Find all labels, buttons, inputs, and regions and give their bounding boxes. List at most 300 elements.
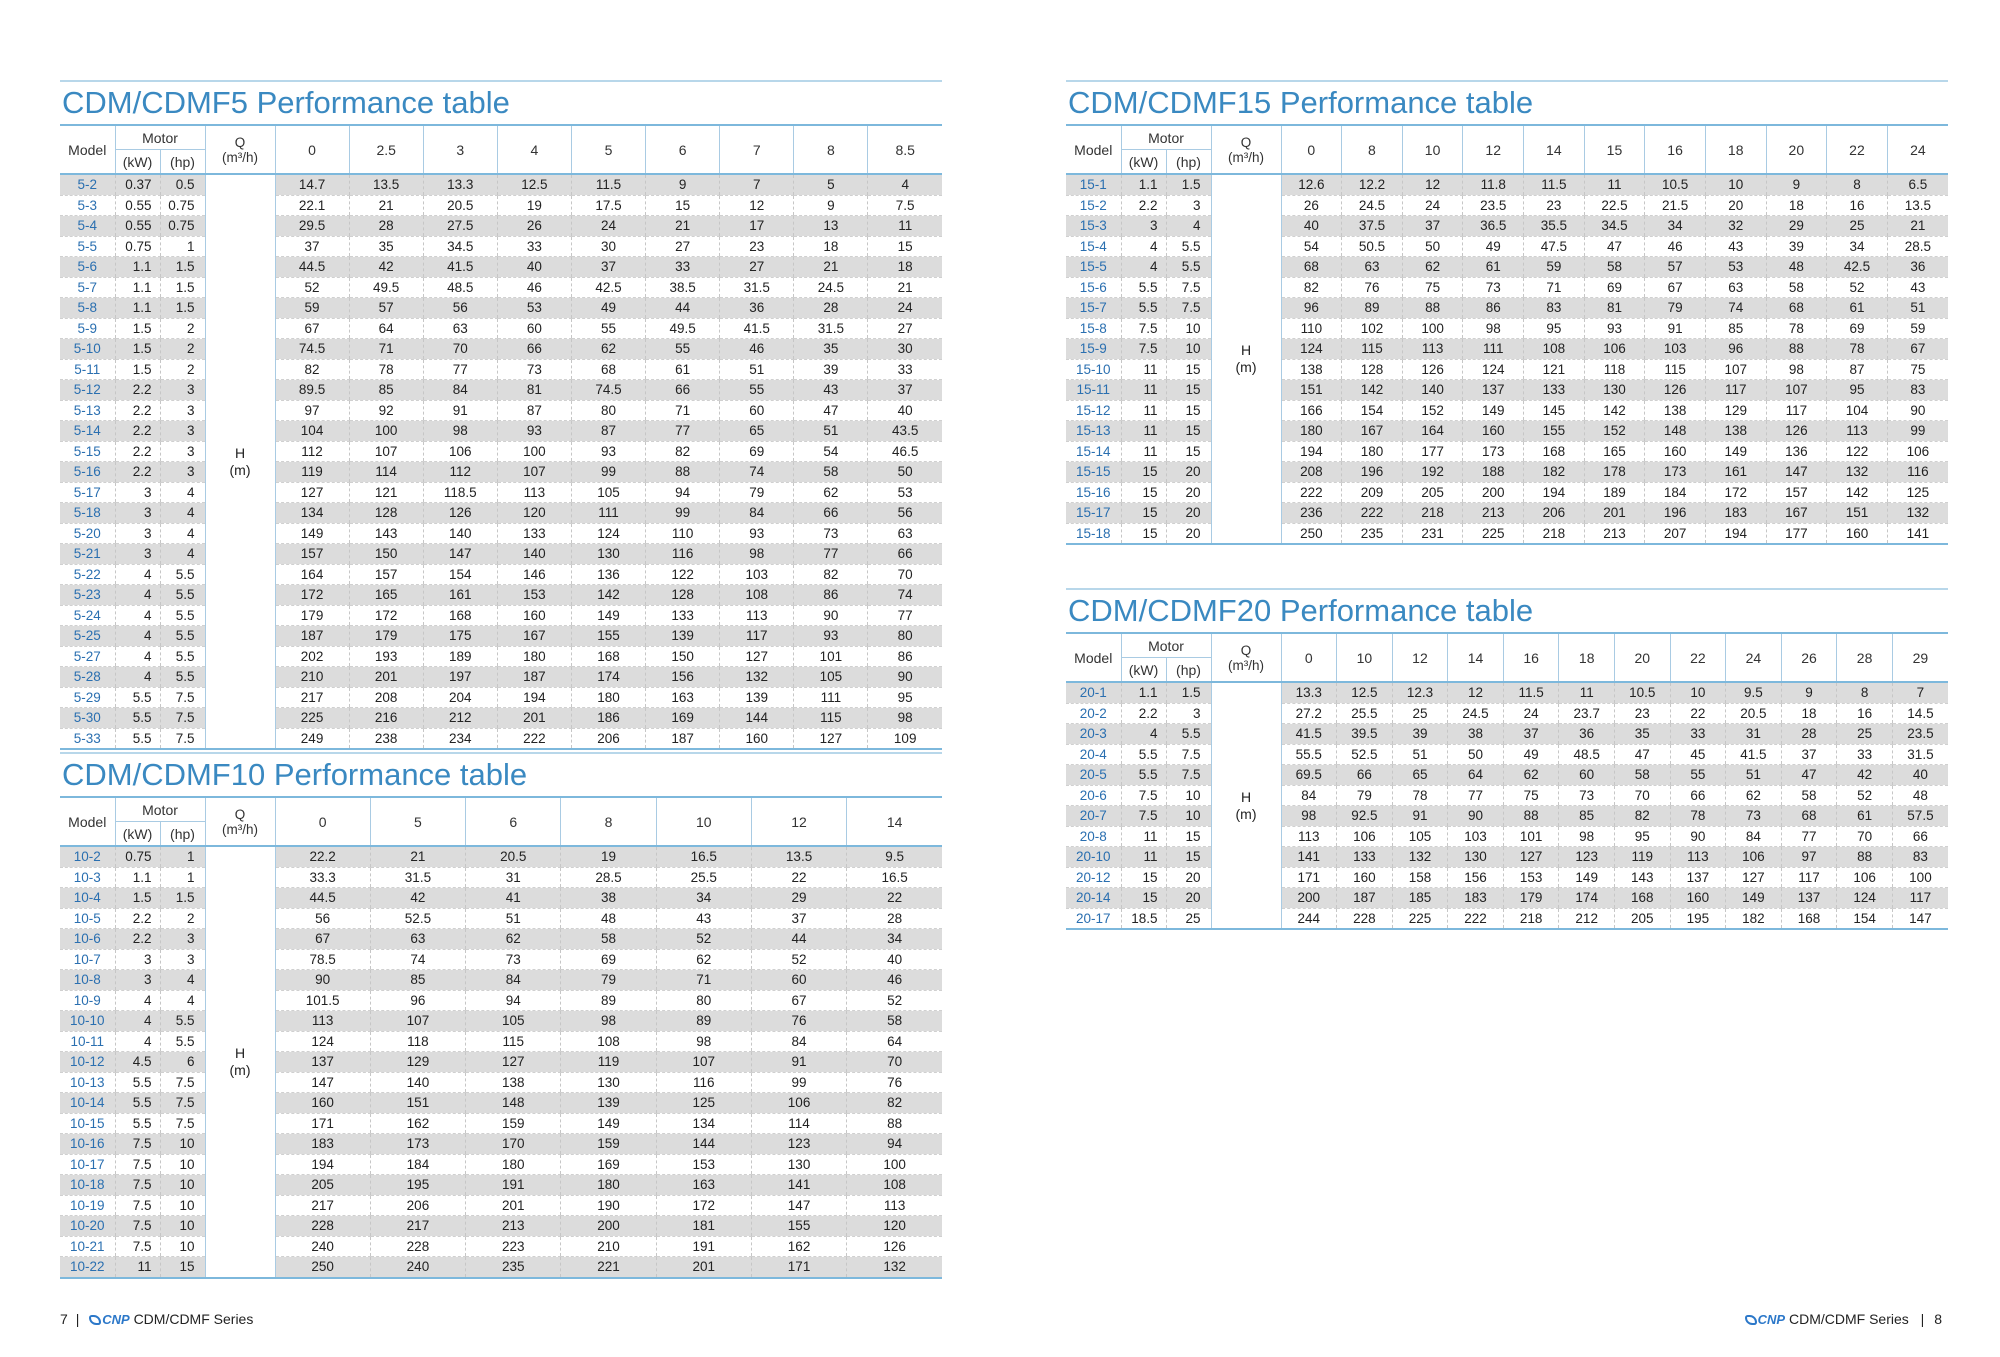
head-value-cell: 120	[497, 503, 571, 524]
head-value-cell: 153	[1503, 867, 1559, 888]
head-value-cell: 84	[751, 1031, 846, 1052]
head-value-cell: 89	[656, 1011, 751, 1032]
head-value-cell: 113	[1827, 421, 1888, 442]
motor-hp-cell: 3	[160, 929, 205, 950]
head-value-cell: 24.5	[1448, 703, 1504, 724]
flow-unit: (m³/h)	[222, 149, 259, 165]
table-row	[1066, 257, 1948, 278]
head-value-cell: 100	[847, 1154, 942, 1175]
head-value-cell: 100	[1892, 867, 1948, 888]
head-value-cell: 9	[646, 174, 720, 195]
head-value-cell: 240	[275, 1236, 370, 1257]
head-value-cell: 187	[1337, 888, 1393, 909]
head-value-cell: 16.5	[656, 846, 751, 867]
head-value-cell: 200	[561, 1216, 656, 1237]
motor-hp-cell: 4	[160, 544, 205, 565]
head-value-cell: 152	[1402, 400, 1463, 421]
head-value-cell: 18	[868, 257, 942, 278]
head-value-cell: 11	[1559, 682, 1615, 703]
head-value-cell: 71	[656, 970, 751, 991]
head-value-cell: 77	[794, 544, 868, 565]
table-row	[1066, 765, 1948, 786]
head-value-cell: 153	[656, 1154, 751, 1175]
head-value-cell: 74	[370, 949, 465, 970]
head-value-cell: 244	[1281, 908, 1337, 929]
head-value-cell: 49	[1463, 236, 1524, 257]
motor-kw-cell: 3	[115, 503, 160, 524]
table-row	[1066, 826, 1948, 847]
column-header-flow-value: 26	[1781, 633, 1837, 682]
column-header-flow-value: 0	[1281, 633, 1337, 682]
head-symbol: H	[234, 444, 246, 461]
head-value-cell: 79	[1645, 298, 1706, 319]
motor-kw-cell: 1.1	[115, 298, 160, 319]
head-value-cell: 167	[1766, 503, 1827, 524]
head-value-cell: 126	[1766, 421, 1827, 442]
head-value-cell: 16	[1827, 195, 1888, 216]
table-row	[60, 564, 942, 585]
head-value-cell: 42.5	[571, 277, 645, 298]
head-value-cell: 231	[1402, 523, 1463, 544]
motor-kw-cell: 4	[115, 1031, 160, 1052]
head-value-cell: 180	[1281, 421, 1342, 442]
column-header-flow-value: 8	[794, 125, 868, 174]
motor-hp-cell: 15	[1166, 441, 1211, 462]
head-value-cell: 160	[275, 1093, 370, 1114]
head-value-cell: 15	[646, 195, 720, 216]
head-value-cell: 128	[646, 585, 720, 606]
model-cell: 5-17	[60, 482, 115, 503]
motor-hp-cell: 10	[160, 1216, 205, 1237]
head-value-cell: 11.5	[1503, 682, 1559, 703]
head-value-cell: 51	[720, 359, 794, 380]
head-value-cell: 74.5	[275, 339, 349, 360]
head-value-cell: 173	[1463, 441, 1524, 462]
motor-kw-cell: 11	[1121, 400, 1166, 421]
head-value-cell: 49	[1503, 744, 1559, 765]
head-value-cell: 206	[370, 1195, 465, 1216]
head-value-cell: 88	[1503, 806, 1559, 827]
head-value-cell: 53	[1705, 257, 1766, 278]
head-value-cell: 82	[847, 1093, 942, 1114]
head-value-cell: 122	[1827, 441, 1888, 462]
head-value-cell: 102	[1342, 318, 1403, 339]
head-value-cell: 55	[646, 339, 720, 360]
head-value-cell: 27	[868, 318, 942, 339]
head-value-cell: 75	[1402, 277, 1463, 298]
column-header-flow-value: 14	[847, 797, 942, 846]
head-value-cell: 136	[571, 564, 645, 585]
head-value-cell: 250	[1281, 523, 1342, 544]
motor-kw-cell: 0.75	[115, 236, 160, 257]
head-value-cell: 68	[1781, 806, 1837, 827]
head-value-cell: 228	[275, 1216, 370, 1237]
head-value-cell: 74	[1705, 298, 1766, 319]
head-value-cell: 94	[847, 1134, 942, 1155]
head-value-cell: 39.5	[1337, 724, 1393, 745]
head-value-cell: 92	[349, 400, 423, 421]
table-row	[1066, 339, 1948, 360]
head-value-cell: 122	[646, 564, 720, 585]
head-value-cell: 54	[794, 441, 868, 462]
head-value-cell: 29	[1766, 216, 1827, 237]
head-value-cell: 44	[751, 929, 846, 950]
head-value-cell: 84	[1281, 785, 1337, 806]
head-value-cell: 41.5	[1281, 724, 1337, 745]
model-cell: 15-3	[1066, 216, 1121, 237]
head-value-cell: 37	[1503, 724, 1559, 745]
motor-hp-cell: 7.5	[160, 708, 205, 729]
head-value-cell: 55	[571, 318, 645, 339]
motor-hp-cell: 1.5	[1166, 174, 1211, 195]
flow-unit: (m³/h)	[1228, 149, 1265, 165]
head-value-cell: 43	[656, 908, 751, 929]
head-value-cell: 147	[275, 1072, 370, 1093]
head-value-cell: 63	[1705, 277, 1766, 298]
head-value-cell: 111	[794, 687, 868, 708]
table-title: CDM/CDMF10 Performance table	[60, 752, 942, 796]
head-value-cell: 10.5	[1645, 174, 1706, 195]
head-value-cell: 54	[1281, 236, 1342, 257]
model-cell: 5-15	[60, 441, 115, 462]
head-value-cell: 12	[720, 195, 794, 216]
head-value-cell: 128	[1342, 359, 1403, 380]
head-value-cell: 55	[1670, 765, 1726, 786]
table-cdm20-section	[1066, 588, 1948, 930]
motor-kw-cell: 11	[1121, 359, 1166, 380]
head-value-cell: 47	[1584, 236, 1645, 257]
head-value-cell: 48	[561, 908, 656, 929]
head-value-cell: 138	[1645, 400, 1706, 421]
head-value-cell: 101	[794, 646, 868, 667]
head-value-cell: 218	[1524, 523, 1585, 544]
motor-kw-cell: 7.5	[115, 1195, 160, 1216]
head-value-cell: 238	[349, 728, 423, 749]
head-value-cell: 21	[349, 195, 423, 216]
head-value-cell: 180	[466, 1154, 561, 1175]
head-value-cell: 71	[1524, 277, 1585, 298]
head-value-cell: 62	[1402, 257, 1463, 278]
model-cell: 20-12	[1066, 867, 1121, 888]
head-value-cell: 133	[1524, 380, 1585, 401]
head-value-cell: 66	[1670, 785, 1726, 806]
head-value-cell: 8	[1827, 174, 1888, 195]
motor-hp-cell: 5.5	[1166, 236, 1211, 257]
model-cell: 15-9	[1066, 339, 1121, 360]
motor-kw-cell: 11	[1121, 826, 1166, 847]
head-symbol: H	[1240, 342, 1252, 358]
motor-kw-cell: 7.5	[115, 1175, 160, 1196]
head-value-cell: 44	[646, 298, 720, 319]
head-value-cell: 185	[1392, 888, 1448, 909]
table-row	[60, 728, 942, 749]
table-row	[60, 277, 942, 298]
head-value-cell: 93	[497, 421, 571, 442]
head-value-cell: 16.5	[847, 867, 942, 888]
head-value-cell: 70	[1614, 785, 1670, 806]
head-value-cell: 73	[497, 359, 571, 380]
head-value-cell: 40	[1281, 216, 1342, 237]
head-value-cell: 173	[1645, 462, 1706, 483]
head-value-cell: 98	[1766, 359, 1827, 380]
model-cell: 5-16	[60, 462, 115, 483]
head-value-cell: 143	[349, 523, 423, 544]
column-header-flow-value: 18	[1705, 125, 1766, 174]
head-value-cell: 151	[370, 1093, 465, 1114]
head-value-cell: 99	[571, 462, 645, 483]
head-value-cell: 195	[1670, 908, 1726, 929]
head-value-cell: 4	[868, 174, 942, 195]
head-value-cell: 62	[794, 482, 868, 503]
head-value-cell: 52	[1837, 785, 1893, 806]
model-cell: 20-14	[1066, 888, 1121, 909]
model-cell: 15-10	[1066, 359, 1121, 380]
head-value-cell: 144	[656, 1134, 751, 1155]
head-value-cell: 98	[561, 1011, 656, 1032]
head-value-cell: 34	[847, 929, 942, 950]
motor-kw-cell: 5.5	[115, 1113, 160, 1134]
head-value-cell: 202	[275, 646, 349, 667]
model-cell: 5-20	[60, 523, 115, 544]
head-value-cell: 212	[423, 708, 497, 729]
head-value-cell: 190	[561, 1195, 656, 1216]
head-value-cell: 52	[751, 949, 846, 970]
column-header-model: Model	[1066, 125, 1121, 174]
head-value-cell: 90	[275, 970, 370, 991]
head-value-cell: 117	[1705, 380, 1766, 401]
motor-hp-cell: 10	[160, 1236, 205, 1257]
head-value-cell: 201	[466, 1195, 561, 1216]
head-value-cell: 49.5	[349, 277, 423, 298]
head-value-cell: 234	[423, 728, 497, 749]
head-value-cell: 15	[868, 236, 942, 257]
head-value-cell: 58	[794, 462, 868, 483]
head-value-cell: 76	[847, 1072, 942, 1093]
head-value-cell: 125	[1887, 482, 1948, 503]
model-cell: 5-23	[60, 585, 115, 606]
model-cell: 15-2	[1066, 195, 1121, 216]
head-value-cell: 201	[497, 708, 571, 729]
motor-kw-cell: 18.5	[1121, 908, 1166, 929]
head-value-cell: 174	[571, 667, 645, 688]
table-row	[1066, 421, 1948, 442]
head-value-cell: 47	[1781, 765, 1837, 786]
model-cell: 10-6	[60, 929, 115, 950]
motor-hp-cell: 3	[160, 380, 205, 401]
head-value-cell: 164	[1402, 421, 1463, 442]
head-value-cell: 155	[751, 1216, 846, 1237]
head-value-cell: 117	[1766, 400, 1827, 421]
head-value-cell: 12	[1402, 174, 1463, 195]
motor-hp-cell: 1.5	[160, 277, 205, 298]
series-name: CDM/CDMF Series	[1789, 1311, 1909, 1327]
head-value-cell: 103	[1645, 339, 1706, 360]
model-cell: 5-29	[60, 687, 115, 708]
head-value-cell: 53	[868, 482, 942, 503]
head-value-cell: 139	[646, 626, 720, 647]
head-value-cell: 58	[561, 929, 656, 950]
head-value-cell: 77	[868, 605, 942, 626]
head-value-cell: 96	[1705, 339, 1766, 360]
head-value-cell: 158	[1392, 867, 1448, 888]
head-value-cell: 87	[497, 400, 571, 421]
head-value-cell: 149	[1559, 867, 1615, 888]
motor-hp-cell: 15	[1166, 359, 1211, 380]
head-value-cell: 37	[751, 908, 846, 929]
table-row	[60, 544, 942, 565]
head-value-cell: 74	[868, 585, 942, 606]
head-value-cell: 82	[794, 564, 868, 585]
head-value-cell: 22	[751, 867, 846, 888]
head-value-cell: 107	[1766, 380, 1827, 401]
motor-kw-cell: 3	[115, 523, 160, 544]
model-cell: 10-5	[60, 908, 115, 929]
head-value-cell: 62	[656, 949, 751, 970]
head-value-cell: 213	[1463, 503, 1524, 524]
motor-kw-cell: 4	[115, 585, 160, 606]
motor-kw-cell: 3	[1121, 216, 1166, 237]
head-value-cell: 80	[656, 990, 751, 1011]
head-value-cell: 71	[349, 339, 423, 360]
table-row	[60, 421, 942, 442]
column-header-kw: (kW)	[115, 150, 160, 175]
head-value-cell: 132	[720, 667, 794, 688]
head-value-cell: 105	[466, 1011, 561, 1032]
motor-hp-cell: 3	[160, 421, 205, 442]
head-value-cell: 12.6	[1281, 174, 1342, 195]
head-value-cell: 37	[275, 236, 349, 257]
head-value-cell: 124	[571, 523, 645, 544]
head-value-cell: 156	[1448, 867, 1504, 888]
head-value-cell: 12.2	[1342, 174, 1403, 195]
head-value-cell: 11.5	[1524, 174, 1585, 195]
head-value-cell: 90	[1887, 400, 1948, 421]
head-value-cell: 86	[1463, 298, 1524, 319]
head-value-cell: 225	[275, 708, 349, 729]
head-value-cell: 106	[1887, 441, 1948, 462]
head-value-cell: 123	[1559, 847, 1615, 868]
head-value-cell: 169	[646, 708, 720, 729]
head-value-cell: 155	[1524, 421, 1585, 442]
head-value-cell: 118.5	[423, 482, 497, 503]
head-value-cell: 213	[466, 1216, 561, 1237]
head-value-cell: 139	[561, 1093, 656, 1114]
model-cell: 5-14	[60, 421, 115, 442]
head-value-cell: 58	[1614, 765, 1670, 786]
column-header-flow-value: 8.5	[868, 125, 942, 174]
motor-hp-cell: 5.5	[160, 1011, 205, 1032]
head-value-cell: 153	[497, 585, 571, 606]
head-value-cell: 46	[1645, 236, 1706, 257]
head-value-cell: 9.5	[1726, 682, 1782, 703]
head-value-cell: 91	[751, 1052, 846, 1073]
head-value-cell: 100	[349, 421, 423, 442]
head-value-cell: 111	[1463, 339, 1524, 360]
head-value-cell: 172	[656, 1195, 751, 1216]
head-value-cell: 149	[1726, 888, 1782, 909]
performance-table	[60, 796, 942, 1279]
head-value-cell: 42.5	[1827, 257, 1888, 278]
head-value-cell: 84	[720, 503, 794, 524]
column-header-kw: (kW)	[1121, 150, 1166, 175]
head-unit: (m)	[229, 461, 251, 478]
head-value-cell: 85	[370, 970, 465, 991]
head-value-cell: 83	[1524, 298, 1585, 319]
head-value-cell: 73	[1726, 806, 1782, 827]
head-value-cell: 133	[497, 523, 571, 544]
motor-kw-cell: 4.5	[115, 1052, 160, 1073]
head-value-cell: 223	[466, 1236, 561, 1257]
head-value-cell: 32	[1705, 216, 1766, 237]
motor-hp-cell: 0.75	[160, 216, 205, 237]
head-value-cell: 50.5	[1342, 236, 1403, 257]
model-cell: 10-8	[60, 970, 115, 991]
table-cdm10-section	[60, 752, 942, 1279]
head-value-cell: 52	[275, 277, 349, 298]
head-value-cell: 70	[423, 339, 497, 360]
motor-hp-cell: 7.5	[160, 1093, 205, 1114]
column-header-flow-value: 29	[1892, 633, 1948, 682]
head-value-cell: 31	[466, 867, 561, 888]
head-value-cell: 191	[656, 1236, 751, 1257]
head-value-cell: 217	[275, 1195, 370, 1216]
motor-hp-cell: 10	[1166, 806, 1211, 827]
motor-hp-cell: 0.5	[160, 174, 205, 195]
motor-kw-cell: 4	[1121, 724, 1166, 745]
head-value-cell: 43	[1887, 277, 1948, 298]
head-value-cell: 22	[1670, 703, 1726, 724]
model-cell: 5-22	[60, 564, 115, 585]
head-value-cell: 82	[1614, 806, 1670, 827]
head-value-cell: 132	[1827, 462, 1888, 483]
column-header-flow-value: 18	[1559, 633, 1615, 682]
head-value-cell: 201	[656, 1257, 751, 1278]
head-value-cell: 91	[423, 400, 497, 421]
head-value-cell: 90	[868, 667, 942, 688]
motor-kw-cell: 11	[1121, 847, 1166, 868]
model-cell: 5-7	[60, 277, 115, 298]
head-value-cell: 30	[571, 236, 645, 257]
head-value-cell: 117	[720, 626, 794, 647]
table-row	[60, 1011, 942, 1032]
head-value-cell: 120	[847, 1216, 942, 1237]
head-value-cell: 169	[561, 1154, 656, 1175]
head-value-cell: 88	[1837, 847, 1893, 868]
table-row	[1066, 785, 1948, 806]
table-row	[60, 1072, 942, 1093]
head-value-cell: 100	[497, 441, 571, 462]
head-value-cell: 42	[1837, 765, 1893, 786]
head-value-cell: 126	[847, 1236, 942, 1257]
head-value-cell: 39	[1392, 724, 1448, 745]
head-value-cell: 23	[1614, 703, 1670, 724]
column-header-flow-value: 10	[1337, 633, 1393, 682]
head-value-cell: 98	[868, 708, 942, 729]
head-value-cell: 58	[1781, 785, 1837, 806]
motor-hp-cell: 7.5	[160, 728, 205, 749]
flow-unit: (m³/h)	[222, 821, 259, 837]
model-cell: 20-17	[1066, 908, 1121, 929]
head-value-cell: 73	[1559, 785, 1615, 806]
head-value-cell: 133	[1337, 847, 1393, 868]
column-header-model: Model	[60, 797, 115, 846]
motor-kw-cell: 1.5	[115, 318, 160, 339]
motor-hp-cell: 7.5	[160, 687, 205, 708]
head-value-cell: 113	[497, 482, 571, 503]
head-value-cell: 98	[1463, 318, 1524, 339]
model-cell: 15-14	[1066, 441, 1121, 462]
head-value-cell: 50	[868, 462, 942, 483]
